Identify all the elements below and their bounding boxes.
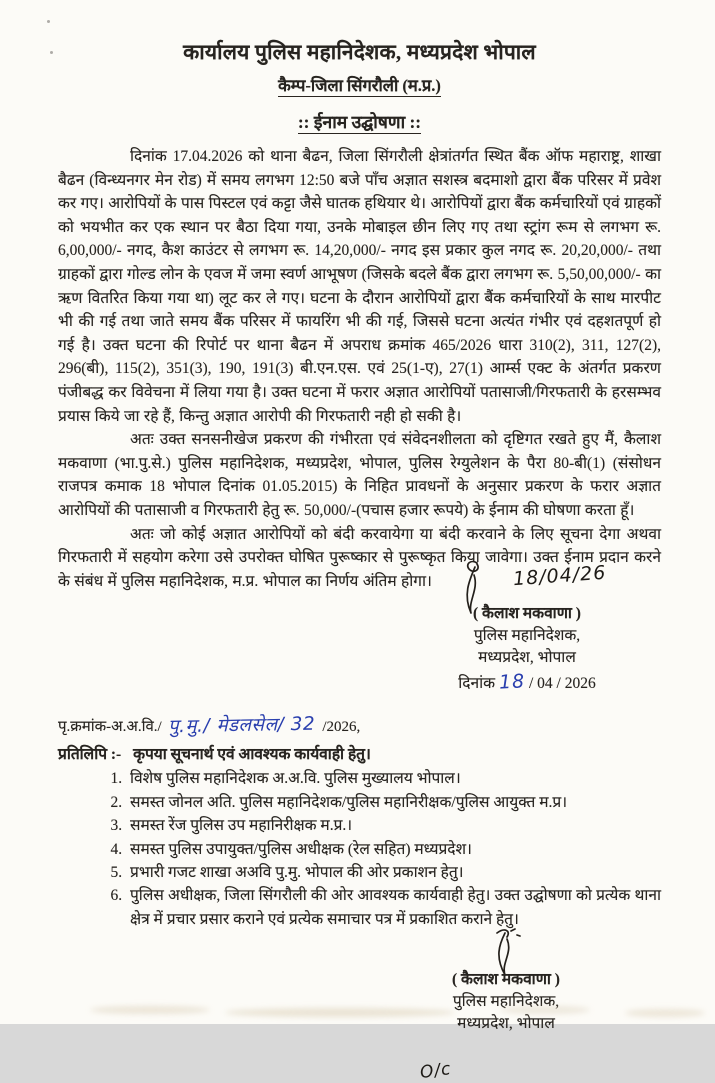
distribution-item: 5. प्रभारी गजट शाखा अअवि पु.मु. भोपाल की ओर प्रकाशन हेतु। <box>126 861 661 884</box>
reference-printed-suffix: /2026, <box>322 719 361 736</box>
scan-speck <box>50 51 53 54</box>
reference-printed-prefix: पृ.क्रमांक-अ.अ.वि./ <box>58 719 162 736</box>
reward-terms-paragraph: अतः जो कोई अज्ञात आरोपियों को बंदी करवायेगा या बंदी करवाने के लिए सूचना देगा अथवा गिरफतारी में सहयोग करेगा उसे उपरोक्त घोषित पुरूष्कार से पुरूष्कृत किया जावेगा। उक्त ईनाम प्रदान करने के संबंध में पुलिस महानिदेशक, म.प्र. भोपाल का निर्णय अंतिम होगा। <box>58 525 661 590</box>
bottom-signature-block <box>391 925 621 1035</box>
camp-district-line: कैम्प-जिला सिंगरौली (म.प्र.) <box>278 76 441 95</box>
scan-smudge <box>225 1008 455 1017</box>
top-signature-block <box>417 559 637 695</box>
office-title: कार्यालय पुलिस महानिदेशक, मध्यप्रदेश भोपाल <box>183 40 536 64</box>
distribution-item: 6. पुलिस अधीक्षक, जिला सिंगरौली की ओर आवश्यक कार्यवाही हेतु। उक्त उद्घोषणा को प्रत्येक थाना क्षेत्र में प्रचार प्रसार कराने एवं प्रत्येक समाचार पत्र में प्रकाशित कराने हेतु। <box>126 884 661 931</box>
distribution-item: 3. समस्त रेंज पुलिस उप महानिरीक्षक म.प्र.। <box>126 814 661 837</box>
reference-handwritten-blue: पु.मु./ मेडलसेल/ 32 <box>168 713 316 738</box>
distribution-item: 2. समस्त जोनल अति. पुलिस महानिदेशक/पुलिस महानिरीक्षक/पुलिस आयुक्त म.प्र। <box>126 791 661 814</box>
copy-to-label: प्रतिलिपि :- <box>58 746 122 764</box>
signatory-place: मध्यप्रदेश, भोपाल <box>457 1015 555 1033</box>
oc-handwritten-mark: O/c <box>418 1059 453 1083</box>
reward-declaration-paragraph: अतः उक्त सनसनीखेज प्रकरण की गंभीरता एवं संवेदनशीलता को दृष्टिगत रखते हुए मैं, कैलाश मकवाणा (भा.पु.से.) पुलिस महानिदेशक, मध्यप्रदेश, भोपाल, पुलिस रेग्युलेशन के पैरा 80-बी(1) (संसोधन राजपत्र कमाक 18 भोपाल दिनांक 01.05.2015) के निहित प्रावधनों के अनुसार प्रकरण के फरार अज्ञात आरोपियों की पतासाजी व गिरफतारी हेतु रू. 50,000/-(पचास हजार रूपये) के ईनाम की घोषणा करता हूँ। <box>58 431 661 519</box>
document-body <box>58 145 661 593</box>
distribution-list <box>58 767 661 931</box>
scan-smudge <box>625 1009 705 1017</box>
signatory-designation: पुलिस महानिदेशक, <box>473 627 581 645</box>
reference-number-line <box>58 712 360 737</box>
distribution-item: 4. समस्त पुलिस उपायुक्त/पुलिस अधीक्षक (रेल सहित) मध्यप्रदेश। <box>126 838 661 861</box>
incident-paragraph: दिनांक 17.04.2026 को थाना बैढन, जिला सिंगरौली क्षेत्रांतर्गत स्थित बैंक ऑफ महाराष्ट्र, शाखा बैढन (विन्ध्यनगर मेन रोड) में समय लगभग 12:50 बजे पाँच अज्ञात सशस्त्र बदमाशो द्वारा बैंक परिसर में प्रवेश कर गए। आरोपियों के पास पिस्टल एवं कट्टा जैसे घातक हथियार थे। आरोपियों द्वारा बैंक कर्मचारियों एवं ग्राहकों को भयभीत कर एक स्थान पर बैठा दिया गया, उनके मोबाइल छीन लिए गए तथा स्ट्रांग रूम से लगभग रू. 6,00,000/- नगद, कैश काउंटर से लगभग रू. 14,20,000/- नगद इस प्रकार कुल नगद रू. 20,20,000/- तथा ग्राहकों द्वारा गोल्ड लोन के एवज में जमा स्वर्ण आभूषण (जिसके बदले बैंक द्वारा लगभग रू. 5,50,00,000/- का ऋण वितरित किया गया था) लूट कर ले गए। घटना के दौरान आरोपियों द्वारा बैंक कर्मचारियों के साथ मारपीट भी की गई तथा जाते समय बैंक परिसर में फायरिंग भी की गई, जिससे घटना अत्यंत गंभीर एवं दहशतपूर्ण हो गई है। उक्त घटना की रिपोर्ट पर थाना बैढन में अपराध क्रमांक 465/2026 धारा 310(2), 311, 127(2), 296(बी), 115(2), 351(3), 190, 191(3) बी.एन.एस. एवं 25(1-ए), 27(1) आर्म्स एक्ट के अंतर्गत प्रकरण पंजीबद्ध कर विवेचना में लिया गया है। उक्त घटना में फरार अज्ञात आरोपियों पतासाजी/गिरफतारी के हरसम्भव प्रयास किये जा रहे हैं, किन्तु अज्ञात आरोपी की गिरफतारी नही हो सकी है। <box>58 148 661 425</box>
signatory-place: मध्यप्रदेश, भोपाल <box>478 649 576 667</box>
distribution-item: 1. विशेष पुलिस महानिदेशक अ.अ.वि. पुलिस मुख्यालय भोपाल। <box>126 767 661 790</box>
signatory-name: ( कैलाश मकवाणा ) <box>473 605 581 623</box>
signatory-designation: पुलिस महानिदेशक, <box>452 993 560 1011</box>
copy-to-line <box>58 742 661 764</box>
handwritten-signature-date: 18/04/26 <box>512 562 607 591</box>
scan-smudge <box>500 1006 590 1014</box>
copy-to-note: कृपया सूचनार्थ एवं आवश्यक कार्यवाही हेतु। <box>133 746 371 764</box>
signature-date-line <box>417 671 637 695</box>
signatory-name: ( कैलाश मकवाणा ) <box>452 971 560 989</box>
proclamation-title: :: ईनाम उद्घोषणा :: <box>297 112 422 132</box>
date-rest: / 04 / 2026 <box>528 675 596 693</box>
scan-speck <box>47 20 50 23</box>
handwritten-day-blue: 18 <box>498 670 526 694</box>
date-label: दिनांक <box>458 675 496 693</box>
scan-smudge <box>90 1006 210 1014</box>
reference-number-row <box>58 712 661 737</box>
